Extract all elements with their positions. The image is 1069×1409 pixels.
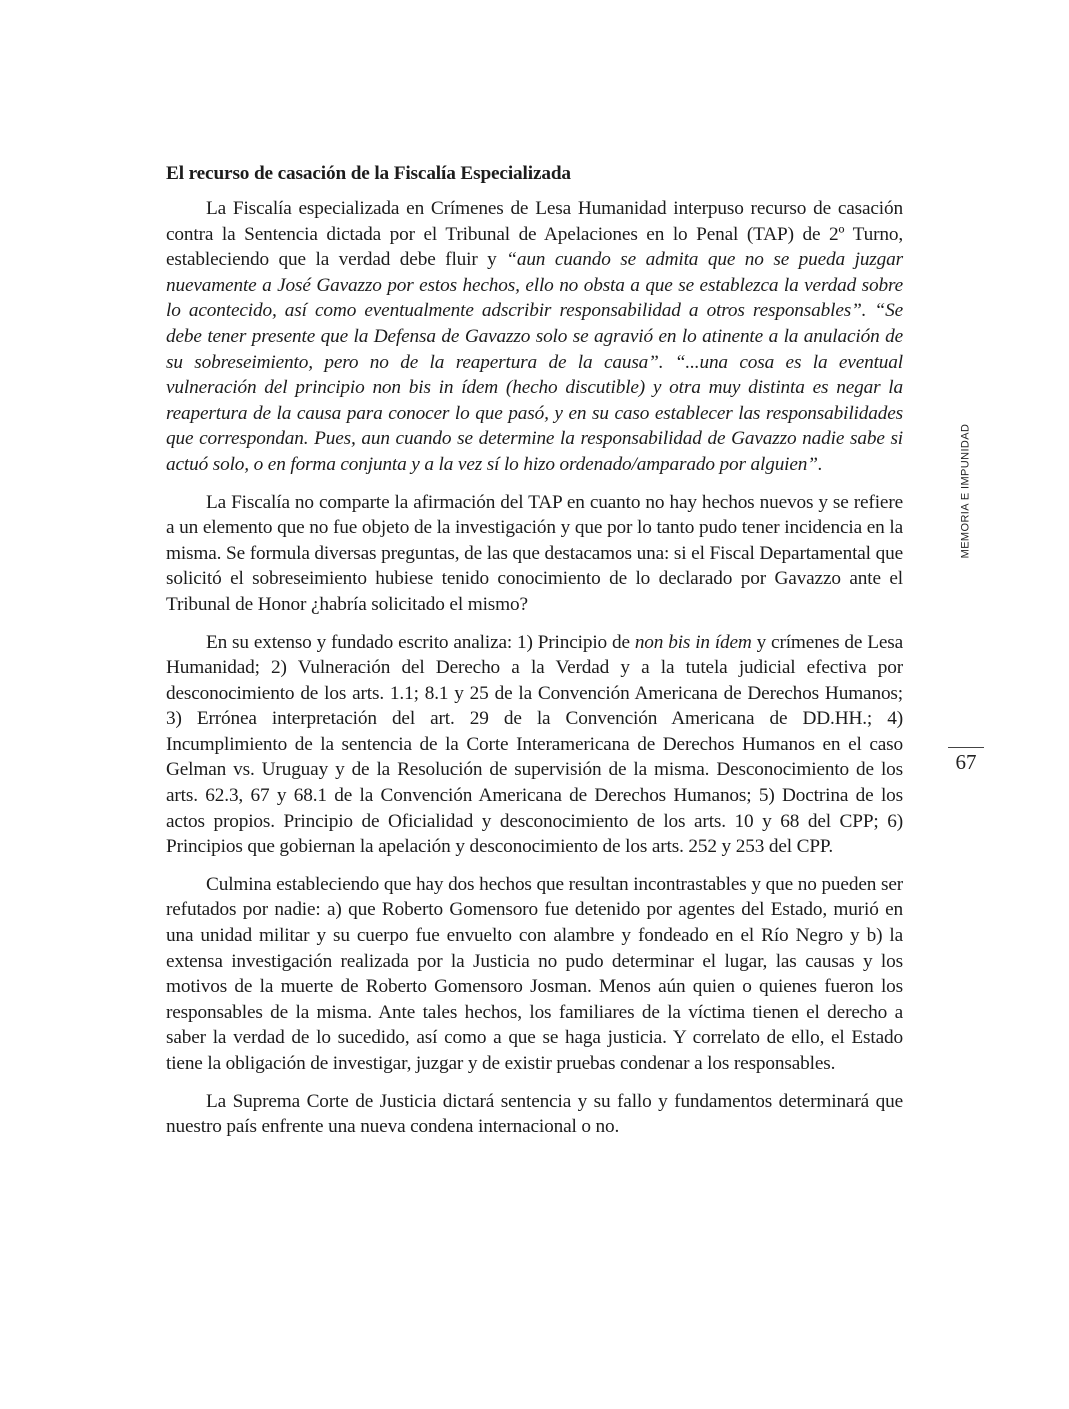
- paragraph-4: Culmina estableciendo que hay dos hechos que resultan incontrastables y que no pueden ser refutados por nadie: a) que Roberto Gomensoro fue detenido por agentes del Estado, murió en una unidad militar y su cuerpo fue envuelto con alambre y fondeado en el Río Negro y b) la extensa investigación realizada por la Justicia no pudo determinar el lugar, las causas y los motivos de la muerte de Roberto Gomensoro Josman. Menos aún quien o quienes fueron los responsables de la misma. Ante tales hechos, los familiares de la víctima tienen el derecho a saber la verdad de lo sucedido, así como a que se haga justicia. Y correlato de ello, el Estado tiene la obligación de investigar, juzgar y de existir pruebas condenar a los responsables.: [166, 873, 903, 1074]
- paragraph-5: La Suprema Corte de Justicia dictará sentencia y su fallo y fundamentos determinará que nuestro país enfrente una nueva condena internacional o no.: [166, 1090, 903, 1138]
- paragraph-1-text: La Fiscalía especializada en Crímenes de Lesa Humanidad interpuso recurso de casación contra la Sentencia dictada por el Tribunal de Apelaciones en lo Penal (TAP) de 2º Turno, estableciendo que la verdad debe fluir y: [166, 198, 903, 271]
- paragraph-2: La Fiscalía no comparte la afirmación del TAP en cuanto no hay hechos nuevos y se refiere a un elemento que no fue objeto de la investigación y que por lo tanto pudo tener incidencia en la misma. Se formula diversas preguntas, de las que destacamos una: si el Fiscal Departamental que solicitó el sobreseimiento hubiese tenido conocimiento de lo declarado por Gavazzo ante el Tribunal de Honor ¿habría solicitado el mismo?: [166, 491, 903, 615]
- paragraph-3-text-start: En su extenso y fundado escrito analiza: 1) Principio de: [206, 631, 635, 653]
- running-header-vertical: [956, 418, 974, 564]
- paragraph-3: [166, 630, 903, 860]
- paragraph-1: [166, 196, 903, 478]
- page-number: 67: [955, 750, 977, 774]
- main-text-column: [166, 160, 903, 1152]
- section-heading: El recurso de casación de la Fiscalía Especializada: [166, 163, 571, 184]
- running-header-text: MEMORIA E IMPUNIDAD: [959, 423, 972, 559]
- page-number-rule: [948, 747, 984, 748]
- paragraph-1-quote: “aun cuando se admita que no se pueda juzgar nuevamente a José Gavazzo por estos hechos, ello no obsta a que se establezca la verdad sobre lo acontecido, así como eventualmente adscribir responsabilidad a otros responsables”. “Se debe tener presente que la Defensa de Gavazzo solo se agravió en lo atinente a la anulación de su sobreseimiento, pero no de la reapertura de la causa”. “...una cosa es la eventual vulneración del principio non bis in ídem (hecho discutible) y otra muy distinta es negar la reapertura de la causa para conocer lo que pasó, y en su caso establecer las responsabilidades que correspondan. Pues, aun cuando se determine la responsabilidad de Gavazzo nadie sabe si actuó solo, o en forma conjunta y a la vez sí lo hizo ordenado/amparado por alguien”.: [166, 249, 903, 475]
- paragraph-3-latin-term: non bis in ídem: [634, 631, 752, 653]
- paragraph-3-text-end: y crímenes de Lesa Humanidad; 2) Vulneración del Derecho a la Verdad y a la tutela judicial efectiva por desconocimiento de los arts. 1.1; 8.1 y 25 de la Convención Americana de Derechos Humanos; 3) Errónea interpretación del art. 29 de la Convención Americana de DD.HH.; 4) Incumplimiento de la sentencia de la Corte Interamericana de Derechos Humanos en el caso Gelman vs. Uruguay y de la Resolución de supervisión de la misma. Desconocimiento de los arts. 62.3, 67 y 68.1 de la Convención Americana de Derechos Humanos; 5) Doctrina de los actos propios. Principio de Oficialidad y desconocimiento de los arts. 10 y 68 del CPP; 6) Principios que gobiernan la apelación y desconocimiento de los arts. 252 y 253 del CPP.: [166, 631, 903, 858]
